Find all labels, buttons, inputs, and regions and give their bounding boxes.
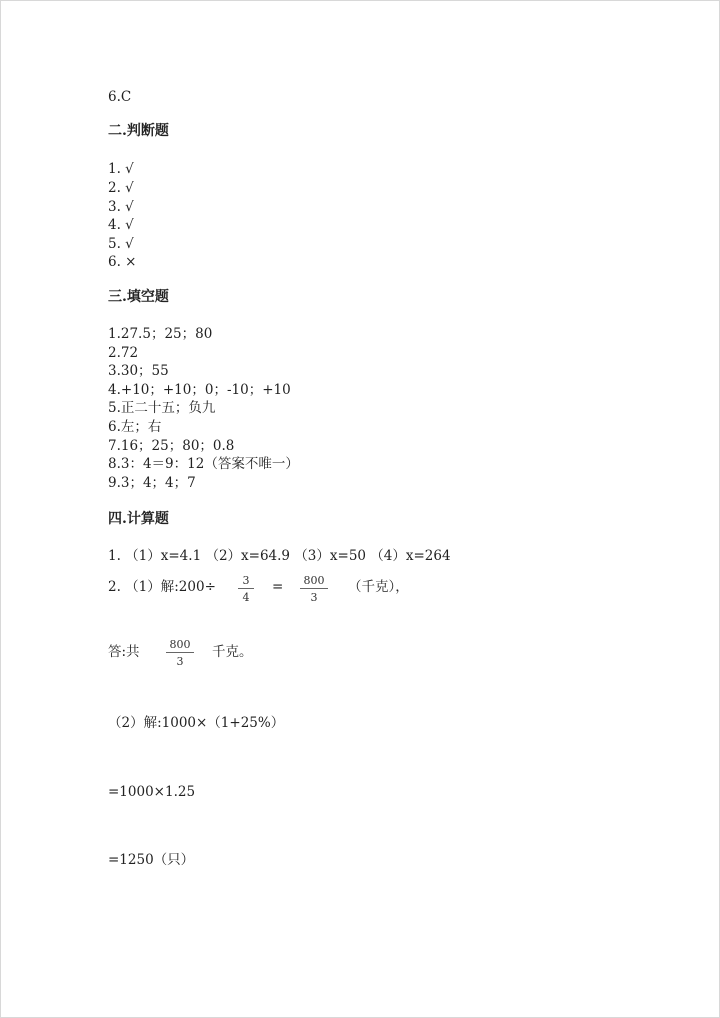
fraction-bar xyxy=(238,588,254,589)
fraction-numerator: 3 xyxy=(242,574,250,587)
fraction-numerator: 800 xyxy=(169,638,191,651)
fill-item-4: 4.+10；+10；0；-10；+10 xyxy=(108,382,291,398)
fill-item-3: 3.30；55 xyxy=(108,363,169,379)
fraction-bar xyxy=(300,588,328,589)
judge-item-1: 1. √ xyxy=(108,161,134,177)
fraction-denominator: 3 xyxy=(176,655,184,668)
calc-q2-lead: 2. （1）解:200÷ xyxy=(108,579,216,595)
answer-fraction-800-3 xyxy=(166,638,194,668)
calc-q2-part2: （2）解:1000×（1+25%） xyxy=(108,715,285,731)
fill-item-1: 1.27.5；25；80 xyxy=(108,326,213,342)
calc-q2-step2: =1250（只） xyxy=(108,852,195,868)
fraction-denominator: 3 xyxy=(310,591,318,604)
equals-sign: = xyxy=(272,579,284,595)
answer-unit: 千克。 xyxy=(212,644,253,660)
fill-item-5: 5.正二十五；负九 xyxy=(108,400,216,416)
judge-item-6: 6. × xyxy=(108,254,137,270)
fraction-bar xyxy=(166,652,194,653)
fill-item-2: 2.72 xyxy=(108,345,139,361)
calc-q2-step1: =1000×1.25 xyxy=(108,784,196,800)
judge-item-4: 4. √ xyxy=(108,217,134,233)
calc-q2-unit: （千克）， xyxy=(348,579,409,595)
fraction-3-4 xyxy=(238,574,254,604)
judge-item-5: 5. √ xyxy=(108,236,134,252)
calc-q1: 1. （1）x=4.1 （2）x=64.9 （3）x=50 （4）x=264 xyxy=(108,548,451,564)
section3-title: 三.填空题 xyxy=(108,289,169,305)
judge-item-2: 2. √ xyxy=(108,180,134,196)
section4-title: 四.计算题 xyxy=(108,511,169,527)
fraction-denominator: 4 xyxy=(242,591,250,604)
fill-item-7: 7.16；25；80；0.8 xyxy=(108,438,235,454)
answer-lead: 答:共 xyxy=(108,644,140,660)
fill-item-8: 8.3：4＝9：12（答案不唯一） xyxy=(108,456,299,472)
fraction-numerator: 800 xyxy=(303,574,325,587)
section2-title: 二.判断题 xyxy=(108,123,169,139)
fraction-800-3 xyxy=(300,574,328,604)
fill-item-6: 6.左；右 xyxy=(108,419,162,435)
judge-item-3: 3. √ xyxy=(108,199,134,215)
fill-item-9: 9.3；4；4；7 xyxy=(108,475,196,491)
mc-answer-6: 6.C xyxy=(108,89,132,105)
